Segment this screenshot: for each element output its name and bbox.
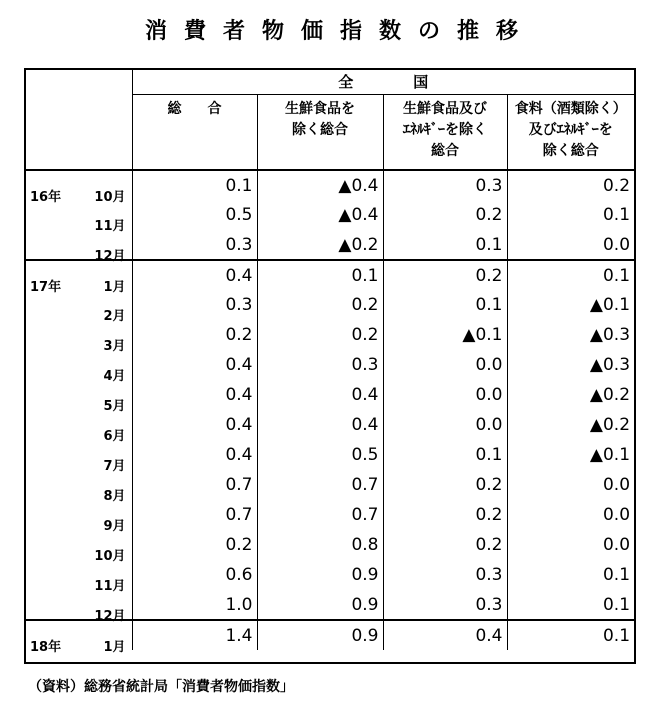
column-header-line: 除く総合: [292, 121, 348, 138]
value-cell: 0.2: [383, 260, 507, 290]
value-cell: ▲0.1: [383, 320, 507, 350]
value-cell: ▲0.4: [257, 200, 383, 230]
month-label: 1月: [103, 639, 126, 655]
value-cell: 0.0: [602, 535, 631, 555]
month-label: 8月: [103, 489, 126, 504]
year-label: 17年: [30, 279, 62, 295]
table-row: [26, 590, 634, 620]
value-cell: 0.2: [132, 320, 257, 350]
value-cell: ▲0.1: [589, 295, 631, 315]
column-header-line: 除く総合: [542, 142, 599, 159]
value-cell: 0.4: [132, 380, 257, 410]
value-cell: 0.2: [383, 530, 507, 560]
value-cell: 0.4: [132, 440, 257, 470]
value-cell: 0.9: [257, 620, 383, 650]
table-row: [26, 560, 634, 590]
month-label: 11月: [94, 219, 126, 234]
row-label: [26, 320, 132, 354]
value-cell: 0.2: [132, 530, 257, 560]
table-row: [26, 290, 634, 320]
value-cell: 1.4: [132, 620, 257, 650]
value-cell: 0.1: [602, 205, 631, 225]
month-label: 5月: [103, 399, 126, 414]
value-cell: 0.1: [383, 440, 507, 470]
value-cell: 0.3: [132, 290, 257, 320]
value-cell: 0.7: [132, 470, 257, 500]
value-cell: 0.9: [257, 560, 383, 590]
year-group: [26, 620, 634, 655]
value-cell: 0.5: [132, 200, 257, 230]
table-header: [26, 70, 634, 170]
source-note: （資料）総務省統計局「消費者物価指数」: [28, 679, 294, 695]
value-cell: 0.3: [257, 350, 383, 380]
value-cell: 0.1: [257, 260, 383, 290]
value-cell: 0.4: [257, 410, 383, 440]
value-cell: 0.1: [383, 290, 507, 320]
column-header-excl-fresh: [257, 94, 383, 170]
value-cell: 1.0: [132, 590, 257, 620]
cpi-table-frame: [24, 68, 636, 664]
row-label: [26, 410, 132, 444]
year-group: [26, 170, 634, 264]
value-cell: 0.4: [132, 410, 257, 440]
month-label: 1月: [103, 279, 126, 295]
table-row: [26, 200, 634, 230]
value-cell: 0.7: [257, 500, 383, 530]
table-row: [26, 260, 634, 290]
row-label: [26, 560, 132, 594]
value-cell: 0.3: [383, 560, 507, 590]
column-header-sogo: [132, 94, 257, 170]
table-row: [26, 470, 634, 500]
column-header-line: 生鮮食品を: [285, 100, 355, 117]
value-cell: 0.5: [257, 440, 383, 470]
value-cell: 0.2: [383, 200, 507, 230]
table-row: [26, 440, 634, 470]
value-cell: ▲0.3: [589, 325, 631, 345]
value-cell: 0.1: [383, 230, 507, 260]
month-label: 7月: [103, 459, 126, 474]
table-row: [26, 500, 634, 530]
value-cell: 0.7: [257, 470, 383, 500]
value-cell: 0.2: [383, 470, 507, 500]
row-label: [26, 530, 132, 564]
value-cell: 0.0: [602, 505, 631, 525]
value-cell: 0.1: [132, 170, 257, 200]
region-header: 全国: [132, 70, 634, 94]
row-label: [26, 500, 132, 534]
value-cell: 0.2: [507, 170, 634, 200]
row-label: [26, 290, 132, 324]
header-stub: [26, 70, 132, 170]
value-cell: 0.0: [383, 350, 507, 380]
column-header-line: 食料（酒類除く）: [514, 100, 627, 117]
table-row: [26, 320, 634, 350]
value-cell: 0.1: [602, 594, 631, 615]
column-header-line: 総合: [167, 100, 248, 117]
column-header-excl-food-energy: [507, 94, 634, 170]
month-label: 12月: [94, 608, 126, 624]
value-cell: 0.1: [507, 620, 634, 650]
value-cell: ▲0.4: [257, 170, 383, 200]
value-cell: 0.4: [132, 350, 257, 380]
value-cell: 0.4: [132, 260, 257, 290]
month-label: 11月: [94, 579, 126, 594]
year-label: 16年: [30, 189, 62, 205]
table-row: [26, 530, 634, 560]
year-label: 18年: [30, 639, 62, 655]
value-cell: 0.3: [383, 170, 507, 200]
row-label: [26, 200, 132, 234]
value-cell: 0.4: [257, 380, 383, 410]
column-header-line: 生鮮食品及び: [403, 100, 487, 117]
value-cell: 0.1: [507, 260, 634, 290]
value-cell: 0.0: [383, 380, 507, 410]
value-cell: 0.0: [602, 475, 631, 495]
page-title: 消費者物価指数の推移: [144, 19, 535, 44]
row-label: [26, 380, 132, 414]
value-cell: ▲0.1: [589, 445, 631, 465]
value-cell: 0.8: [257, 530, 383, 560]
value-cell: 0.4: [383, 620, 507, 650]
month-label: 2月: [103, 309, 126, 324]
month-label: 6月: [103, 429, 126, 444]
value-cell: 0.1: [602, 565, 631, 585]
value-cell: 0.3: [383, 590, 507, 620]
value-cell: 0.2: [383, 500, 507, 530]
column-header-line: 総合: [431, 142, 459, 159]
cpi-table: [26, 70, 634, 655]
month-label: 12月: [94, 248, 126, 264]
column-header-line: 及びｴﾈﾙｷﾞｰを: [528, 121, 613, 138]
value-cell: ▲0.2: [589, 385, 631, 405]
month-label: 9月: [103, 519, 126, 534]
table-row: [26, 410, 634, 440]
value-cell: ▲0.3: [589, 355, 631, 375]
row-label: [26, 350, 132, 384]
value-cell: 0.7: [132, 500, 257, 530]
value-cell: 0.2: [257, 290, 383, 320]
row-label: [26, 170, 132, 205]
row-label: [26, 440, 132, 474]
month-label: 3月: [103, 339, 126, 354]
value-cell: 0.9: [257, 590, 383, 620]
column-header-line: ｴﾈﾙｷﾞｰを除く: [403, 121, 487, 138]
value-cell: 0.0: [602, 234, 631, 255]
month-label: 10月: [94, 549, 126, 564]
value-cell: ▲0.2: [589, 415, 631, 435]
year-group: [26, 260, 634, 624]
row-label: [26, 470, 132, 504]
table-row: [26, 380, 634, 410]
table-row: [26, 170, 634, 200]
row-label: [26, 620, 132, 655]
value-cell: 0.6: [132, 560, 257, 590]
value-cell: 0.3: [132, 230, 257, 260]
row-label: [26, 260, 132, 295]
value-cell: 0.0: [383, 410, 507, 440]
table-row: [26, 230, 634, 260]
value-cell: 0.2: [257, 320, 383, 350]
row-label: [26, 230, 132, 264]
table-row: [26, 620, 634, 650]
month-label: 10月: [94, 189, 126, 205]
row-label: [26, 590, 132, 624]
column-header-excl-fresh-energy: [383, 94, 507, 170]
table-row: [26, 350, 634, 380]
month-label: 4月: [103, 369, 126, 384]
value-cell: ▲0.2: [257, 230, 383, 260]
